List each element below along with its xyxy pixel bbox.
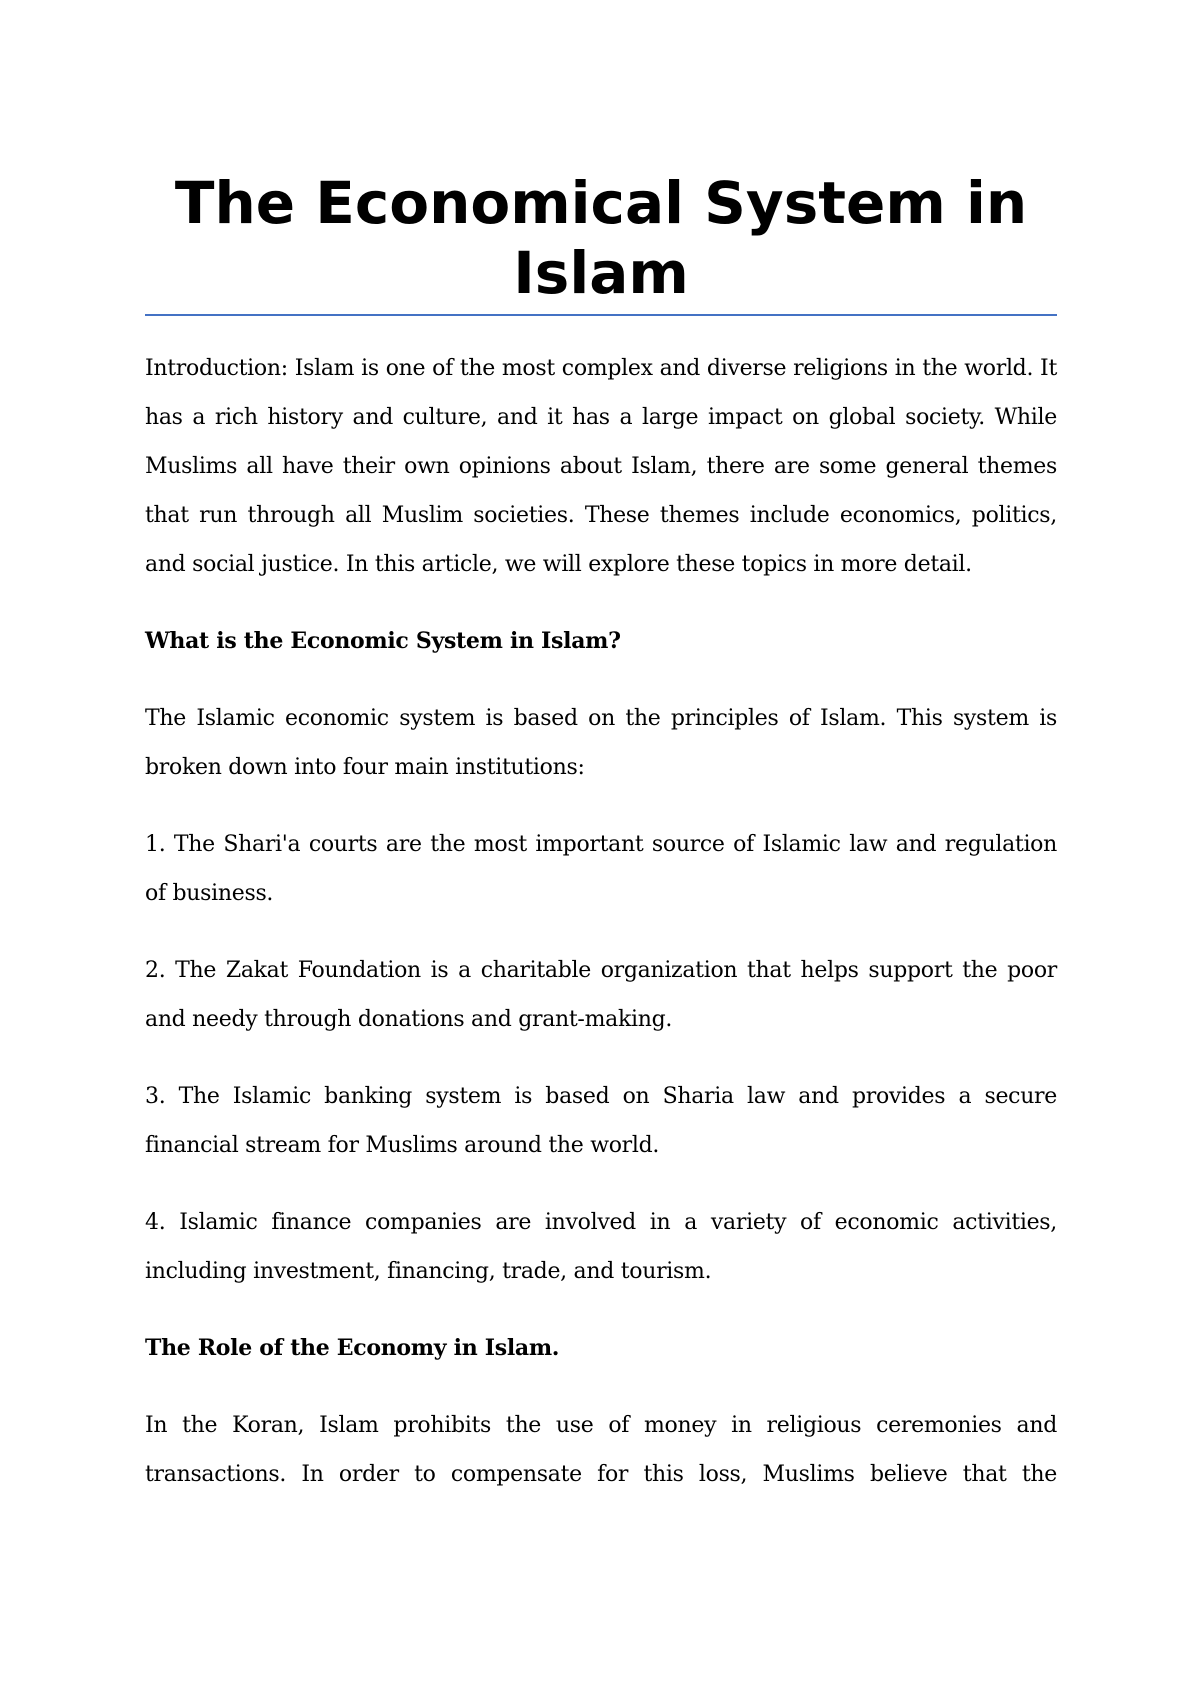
list-item: 3. The Islamic banking system is based on Sharia law and provides a secure financial stream for Muslims around the world. [145,1084,1057,1158]
section-heading-role-of-economy: The Role of the Economy in Islam. [145,1335,560,1361]
intro-paragraph: Introduction: Islam is one of the most complex and diverse religions in the world. It has a rich history and culture, and it has a large impact on global society. While Muslims all have their own opinions about Islam, there are some general themes that run through all Muslim societies. These themes include economics, politics, and social justice. In this article, we will explore these topics in more detail. [145,356,1057,577]
role-paragraph: In the Koran, Islam prohibits the use of money in religious ceremonies and transactions. In order to compensate for this loss, Muslims believe that the [145,1413,1057,1487]
document-title: The Economical System in Islam [145,168,1057,316]
section-heading-economic-system: What is the Economic System in Islam? [145,628,621,654]
section-intro-paragraph: The Islamic economic system is based on the principles of Islam. This system is broken down into four main institutions: [145,706,1057,780]
list-item: 4. Islamic finance companies are involved in a variety of economic activities, including investment, financing, trade, and tourism. [145,1210,1057,1284]
list-item: 1. The Shari'a courts are the most important source of Islamic law and regulation of business. [145,832,1057,906]
list-item: 2. The Zakat Foundation is a charitable organization that helps support the poor and needy through donations and grant-making. [145,958,1057,1032]
document-page [145,168,1057,1527]
document-body [145,344,1057,1499]
